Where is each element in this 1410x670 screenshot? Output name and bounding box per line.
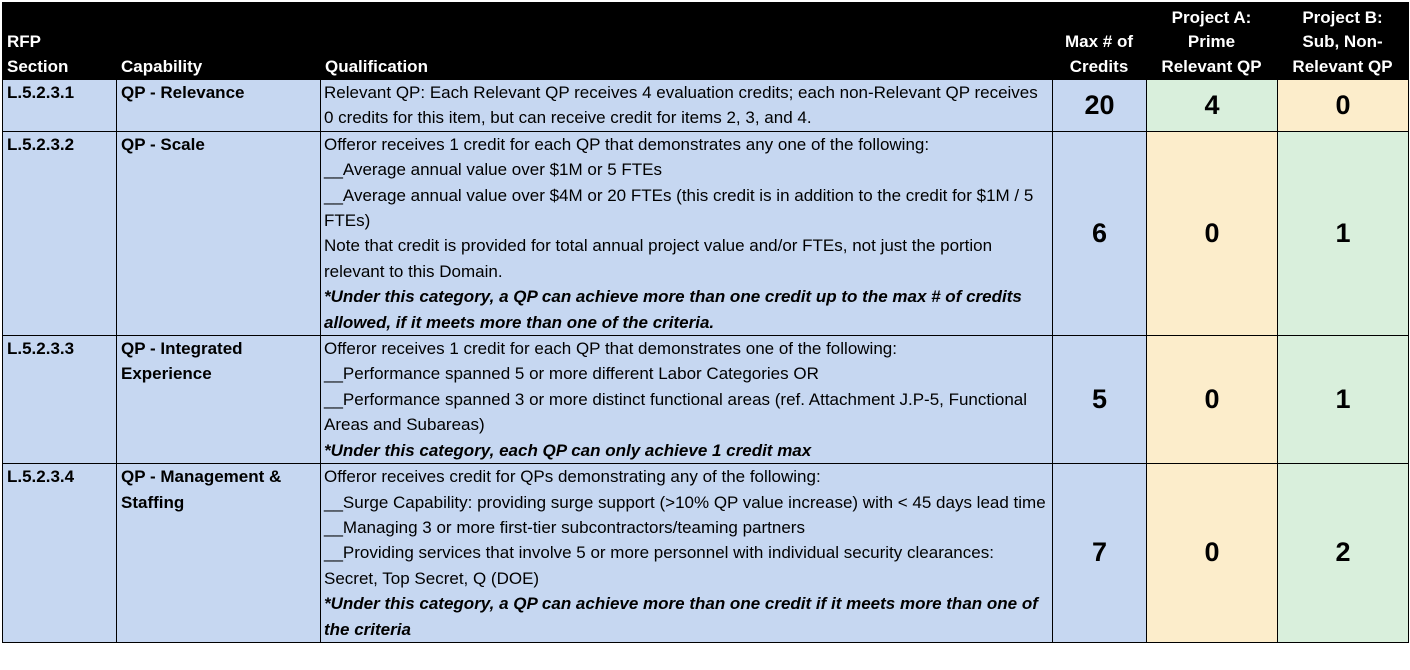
project-b-credits-cell: 2 bbox=[1278, 464, 1409, 643]
capability-cell: QP - Management & Staffing bbox=[117, 464, 321, 643]
qualification-line: __Providing services that involve 5 or more personnel with individual security clearances: Secret, Top Secret, Q (DOE) bbox=[324, 543, 994, 588]
header-row bbox=[3, 3, 1409, 80]
table-row bbox=[3, 80, 1409, 132]
project-a-credits-cell: 0 bbox=[1147, 464, 1278, 643]
rfp-section-cell: L.5.2.3.4 bbox=[3, 464, 117, 643]
qualification-note: *Under this category, a QP can achieve more than one credit if it meets more than one of the criteria bbox=[324, 594, 1038, 639]
header-qualification: Qualification bbox=[321, 3, 1053, 80]
qualification-note: *Under this category, each QP can only achieve 1 credit max bbox=[324, 440, 812, 460]
qualification-cell bbox=[321, 80, 1053, 132]
rfp-section-cell: L.5.2.3.2 bbox=[3, 131, 117, 335]
qualification-cell bbox=[321, 464, 1053, 643]
project-a-credits-cell: 0 bbox=[1147, 336, 1278, 464]
header-max-credits: Max # of Credits bbox=[1053, 3, 1147, 80]
table-row bbox=[3, 131, 1409, 335]
project-b-credits-cell: 1 bbox=[1278, 336, 1409, 464]
header-project-b: Project B: Sub, Non- Relevant QP bbox=[1278, 3, 1409, 80]
rfp-section-cell: L.5.2.3.3 bbox=[3, 336, 117, 464]
header-project-a: Project A: Prime Relevant QP bbox=[1147, 3, 1278, 80]
qualification-line: __Average annual value over $4M or 20 FTEs (this credit is in addition to the credit for $1M / 5 FTEs) bbox=[324, 185, 1034, 231]
qualification-line: __Performance spanned 5 or more different Labor Categories OR bbox=[324, 364, 819, 384]
qualification-note: *Under this category, a QP can achieve more than one credit up to the max # of credits allowed, if it meets more than one of the criteria. bbox=[324, 287, 1022, 332]
qualification-line: __Performance spanned 3 or more distinct functional areas (ref. Attachment J.P-5, Functional Areas and Subareas) bbox=[324, 389, 1028, 435]
project-b-credits-cell: 0 bbox=[1278, 80, 1409, 132]
table-row bbox=[3, 464, 1409, 643]
max-credits-cell: 6 bbox=[1053, 131, 1147, 335]
project-a-credits-cell: 4 bbox=[1147, 80, 1278, 132]
qualification-line: Relevant QP: Each Relevant QP receives 4 evaluation credits; each non-Relevant QP receives 0 credits for this item, but can receive credit for items 2, 3, and 4. bbox=[324, 83, 1038, 128]
capability-cell: QP - Integrated Experience bbox=[117, 336, 321, 464]
qualification-cell bbox=[321, 131, 1053, 335]
table-row bbox=[3, 336, 1409, 464]
rfp-section-cell: L.5.2.3.1 bbox=[3, 80, 117, 132]
header-rfp-section: RFP Section bbox=[3, 3, 117, 80]
qualification-line: Offeror receives 1 credit for each QP that demonstrates one of the following: bbox=[324, 339, 897, 359]
max-credits-cell: 5 bbox=[1053, 336, 1147, 464]
project-b-credits-cell: 1 bbox=[1278, 131, 1409, 335]
qualification-line: Offeror receives credit for QPs demonstrating any of the following: bbox=[324, 467, 821, 487]
credits-table bbox=[2, 2, 1409, 643]
qualification-line: __Managing 3 or more first-tier subcontractors/teaming partners bbox=[324, 517, 805, 537]
max-credits-cell: 20 bbox=[1053, 80, 1147, 132]
qualification-line: Note that credit is provided for total annual project value and/or FTEs, not just the portion relevant to this Domain. bbox=[324, 236, 993, 281]
capability-cell: QP - Scale bbox=[117, 131, 321, 335]
qualification-line: __Surge Capability: providing surge support (>10% QP value increase) with < 45 days lead time bbox=[324, 492, 1046, 512]
project-a-credits-cell: 0 bbox=[1147, 131, 1278, 335]
capability-cell: QP - Relevance bbox=[117, 80, 321, 132]
qualification-line: Offeror receives 1 credit for each QP that demonstrates any one of the following: bbox=[324, 134, 930, 154]
max-credits-cell: 7 bbox=[1053, 464, 1147, 643]
qualification-line: __Average annual value over $1M or 5 FTEs bbox=[324, 160, 662, 180]
header-capability: Capability bbox=[117, 3, 321, 80]
qualification-cell bbox=[321, 336, 1053, 464]
